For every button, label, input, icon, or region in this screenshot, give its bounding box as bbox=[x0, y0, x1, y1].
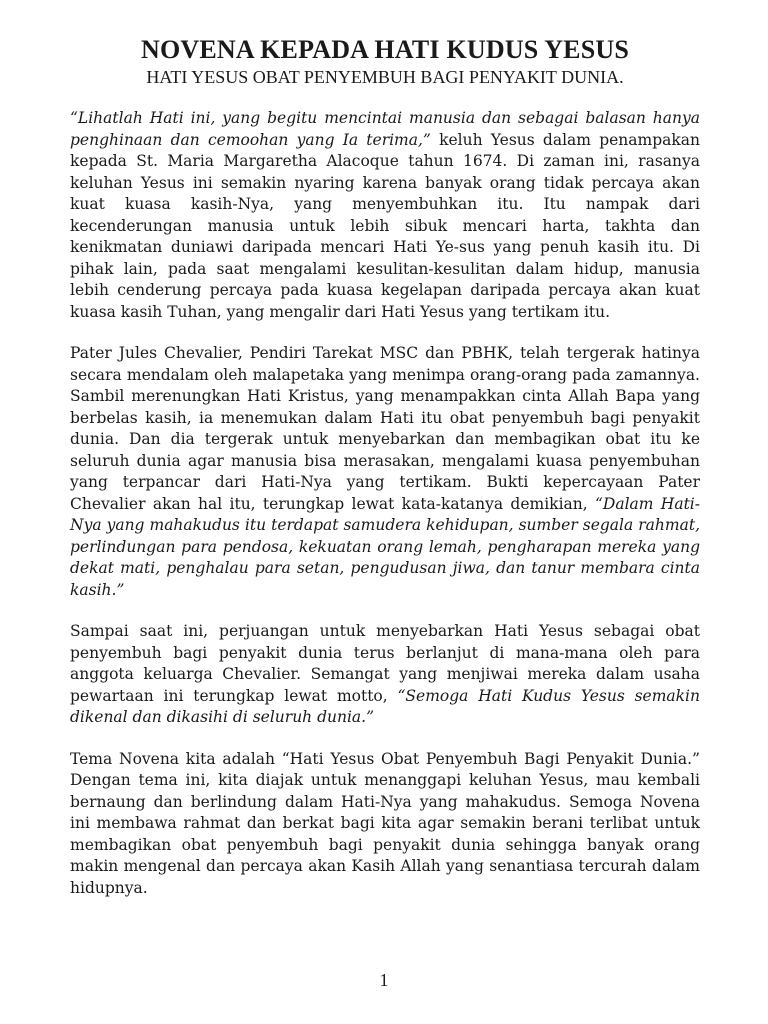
paragraph-3-quote: “Semoga Hati Kudus Yesus semakin dikenal dan dikasihi di seluruh dunia.” bbox=[70, 686, 700, 726]
paragraph-2-text: Pater Jules Chevalier, Pendiri Tarekat MSC dan PBHK, telah tergerak hatinya secara mendalam oleh malapetaka yang menimpa orang-orang pada zamannya. Sambil merenungkan Hati Kristus, yang menampakkan cinta Allah Bapa yang berbelas kasih, ia menemukan dalam Hati itu obat penyembuh bagi penyakit dunia. Dan dia tergerak untuk menyebarkan dan membagikan obat itu ke seluruh dunia agar manusia bisa merasakan, mengalami kuasa penyembuhan yang terpancar dari Hati-Nya yang tertikam. Bukti kepercayaan Pater Chevalier akan hal itu, terungkap lewat kata-katanya demikian, bbox=[70, 344, 700, 513]
page-number: 1 bbox=[379, 970, 389, 990]
paragraph-1 bbox=[70, 108, 700, 323]
page-title: NOVENA KEPADA HATI KUDUS YESUS bbox=[140, 35, 630, 64]
paragraph-4-text: Tema Novena kita adalah “Hati Yesus Obat Penyembuh Bagi Penyakit Dunia.” Dengan tema ini, kita diajak untuk menanggapi keluhan Yesus, mau kembali bernaung dan berlindung dalam Hati-Nya yang mahakudus. Semoga Novena ini membawa rahmat dan berkat bagi kita agar semakin berani terlibat untuk membagikan obat penyembuh bagi penyakit dunia sehingga banyak orang makin mengenal dan percaya akan Kasih Allah yang senantiasa tercurah dalam hidupnya. bbox=[70, 749, 700, 897]
paragraph-3-text: Sampai saat ini, perjuangan untuk menyebarkan Hati Yesus sebagai obat penyembuh bagi penyakit dunia terus berlanjut di mana-mana oleh para anggota keluarga Chevalier. Semangat yang menjiwai mereka dalam usaha pewartaan ini terungkap lewat motto, bbox=[70, 622, 700, 705]
document-page bbox=[70, 34, 700, 919]
paragraph-1-text: keluh Yesus dalam penampakan kepada St. Maria Margaretha Alacoque tahun 1674. Di zaman ini, rasanya keluhan Yesus ini semakin nyaring karena banyak orang tidak percaya akan kuat kuasa kasih-Nya, yang menyembuhkan itu. Itu nampak dari kecenderungan manusia untuk lebih sibuk mencari harta, takhta dan kenikmatan duniawi daripada mencari Hati Ye-sus yang penuh kasih itu. Di pihak lain, pada saat mengalami kesulitan-kesulitan dalam hidup, manusia lebih cenderung percaya pada kuasa kegelapan daripada percaya akan kuat kuasa kasih Tuhan, yang mengalir dari Hati Yesus yang tertikam itu. bbox=[70, 130, 701, 321]
paragraph-4 bbox=[70, 749, 700, 900]
paragraph-1-quote: “Lihatlah Hati ini, yang begitu mencintai manusia dan sebagai balasan hanya penghinaan dan cemoohan yang Ia terima,” bbox=[70, 109, 700, 149]
paragraph-2-quote: “Dalam Hati-Nya yang mahakudus itu terdapat samudera kehidupan, sumber segala rahmat, perlindungan para pendosa, kekuatan orang lemah, pengharapan mereka yang dekat mati, penghalau para setan, pengudusan jiwa, dan tanur membara cinta kasih.” bbox=[70, 494, 700, 599]
paragraph-3 bbox=[70, 621, 700, 729]
page-subtitle: HATI YESUS OBAT PENYEMBUH BAGI PENYAKIT DUNIA. bbox=[146, 67, 624, 87]
paragraph-2 bbox=[70, 343, 700, 601]
